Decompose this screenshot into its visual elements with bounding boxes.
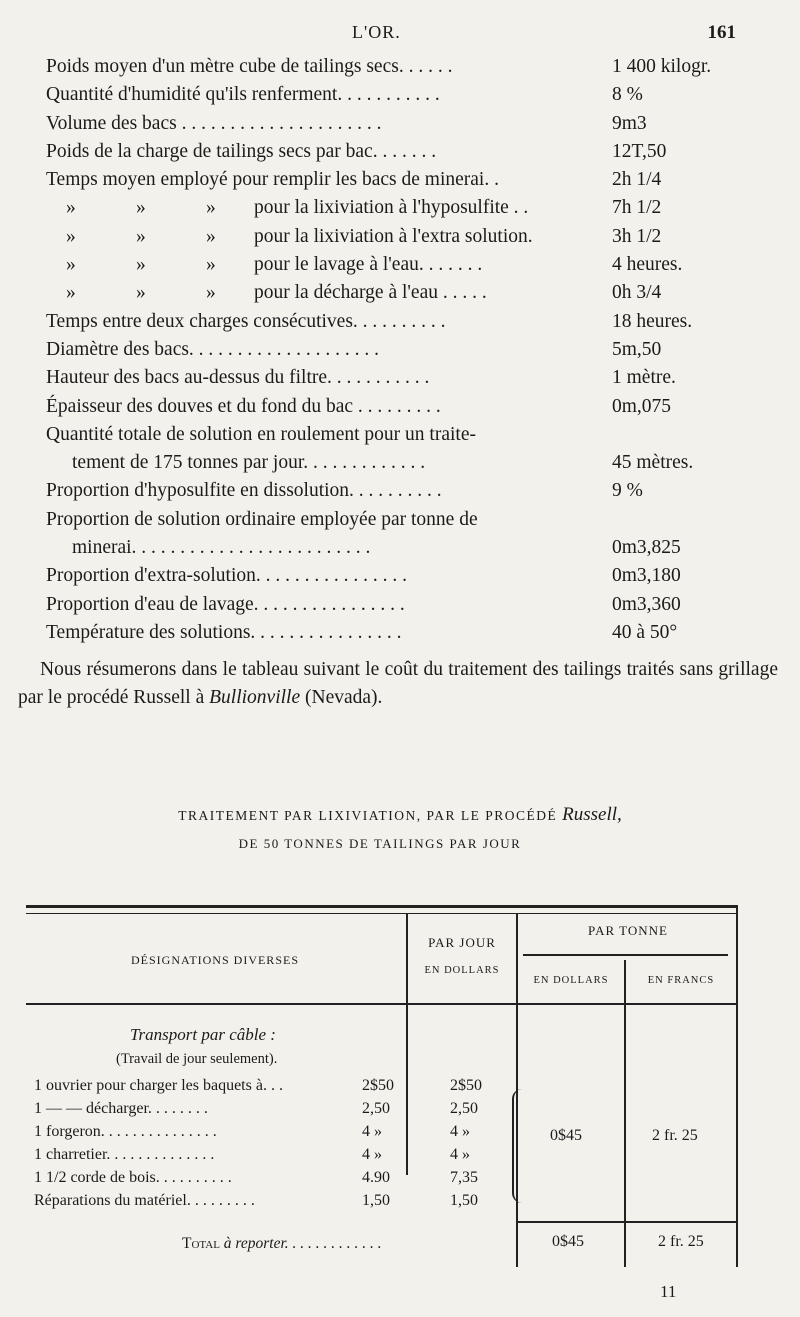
- spec-value: 0h 3/4: [612, 282, 662, 304]
- spec-label: minerai. . . . . . . . . . . . . . . . . . . . . . . . .: [72, 537, 371, 559]
- spec-row: [46, 565, 716, 593]
- header-designations: DÉSIGNATIONS DIVERSES: [130, 953, 299, 967]
- paragraph-text: Nous résumerons dans le tableau suivant le coût du traitement des tailings traités sans grillage par le procédé Russell à: [18, 659, 778, 708]
- ditto-mark: »: [206, 225, 216, 247]
- ditto-mark: »: [136, 282, 146, 304]
- col-rule-1: [406, 913, 408, 1175]
- spec-value: 0m,075: [612, 395, 672, 417]
- spec-label: Temps entre deux charges consécutives. . . . . . . . . .: [46, 310, 446, 332]
- spec-label: Quantité totale de solution en roulement pour un traite-: [46, 423, 476, 445]
- spec-row: [46, 141, 716, 169]
- row-per-day: 4 »: [450, 1123, 470, 1140]
- header-par-jour-dollars: EN DOLLARS: [424, 965, 500, 976]
- header-par-tonne-dollars: EN DOLLARS: [533, 975, 609, 986]
- table-title-prefix: TRAITEMENT PAR LIXIVIATION, PAR LE PROCÉDÉ: [178, 808, 558, 823]
- spec-value: 40 à 50°: [612, 621, 678, 643]
- spec-row: [46, 424, 716, 452]
- total-per-ton-francs: 2 fr. 25: [658, 1233, 704, 1250]
- ditto-mark: »: [66, 225, 76, 247]
- col-rule-3: [624, 960, 626, 1267]
- spec-value: 5m,50: [612, 338, 662, 360]
- spec-row: [46, 622, 716, 650]
- spec-row: [46, 226, 716, 254]
- section-note: (Travail de jour seulement).: [116, 1051, 278, 1067]
- header-rule: [26, 1003, 738, 1005]
- spec-value: 0m3,180: [612, 565, 681, 587]
- row-rate: 4.90: [362, 1169, 390, 1186]
- par-tonne-rule: [523, 954, 728, 956]
- spec-row: [46, 56, 716, 84]
- ditto-mark: »: [66, 254, 76, 276]
- total-per-ton-dollars: 0$45: [552, 1233, 584, 1250]
- spec-row: [46, 452, 716, 480]
- spec-label: pour le lavage à l'eau. . . . . . .: [254, 254, 483, 276]
- spec-row: [46, 367, 716, 395]
- spec-row: [46, 537, 716, 565]
- spec-row: [46, 282, 716, 310]
- row-rate: 1,50: [362, 1192, 390, 1209]
- spec-row: [46, 594, 716, 622]
- row-label: 1 forgeron. . . . . . . . . . . . . . .: [34, 1123, 217, 1140]
- spec-value: 8 %: [612, 84, 643, 106]
- cost-table: [26, 905, 738, 1267]
- page-number: 161: [707, 22, 736, 43]
- total-label-suffix: à reporter. . . . . . . . . . . . .: [223, 1235, 382, 1252]
- signature-mark: 11: [660, 1282, 677, 1301]
- spec-label: Proportion d'eau de lavage. . . . . . . . . . . . . . . .: [46, 593, 405, 615]
- total-label: [182, 1235, 382, 1253]
- row-label: 1 ouvrier pour charger les baquets à. . .: [34, 1077, 283, 1094]
- spec-row: [46, 169, 716, 197]
- spec-value: 2h 1/4: [612, 169, 662, 191]
- spec-label: Hauteur des bacs au-dessus du filtre. . . . . . . . . . .: [46, 367, 430, 389]
- row-rate: 2,50: [362, 1100, 390, 1117]
- spec-value: 7h 1/2: [612, 197, 662, 219]
- spec-row: [46, 396, 716, 424]
- col-rule-right: [736, 905, 738, 1267]
- ditto-mark: »: [66, 197, 76, 219]
- group-per-ton-dollars: 0$45: [550, 1127, 582, 1144]
- ditto-mark: »: [66, 282, 76, 304]
- spec-row: [46, 113, 716, 141]
- group-per-ton-francs: 2 fr. 25: [652, 1127, 698, 1144]
- spec-value: 9 %: [612, 480, 643, 502]
- header-par-tonne-francs: EN FRANCS: [647, 975, 715, 986]
- spec-label: Température des solutions. . . . . . . . . . . . . . . .: [46, 621, 402, 643]
- spec-value: 1 400 kilogr.: [612, 56, 712, 77]
- spec-value: 12T,50: [612, 140, 667, 162]
- spec-label: Quantité d'humidité qu'ils renferment. . . . . . . . . . .: [46, 84, 440, 106]
- spec-row: [46, 339, 716, 367]
- spec-label: pour la lixiviation à l'hyposulfite . .: [254, 197, 529, 219]
- spec-value: 45 mètres.: [612, 452, 694, 474]
- row-per-day: 7,35: [450, 1169, 478, 1186]
- spec-row: [46, 311, 716, 339]
- spec-value: 1 mètre.: [612, 367, 676, 389]
- running-title: L'OR.: [352, 22, 401, 42]
- row-label: 1 — — décharger. . . . . . . .: [34, 1100, 208, 1117]
- spec-label: Proportion de solution ordinaire employée par tonne de: [46, 508, 478, 530]
- paragraph-end: (Nevada).: [305, 687, 383, 708]
- ditto-mark: »: [206, 254, 216, 276]
- spec-label: Diamètre des bacs. . . . . . . . . . . . . . . . . . . .: [46, 338, 380, 360]
- spec-row: [46, 254, 716, 282]
- spec-label: Proportion d'extra-solution. . . . . . . . . . . . . . . .: [46, 565, 407, 587]
- header-par-jour: PAR JOUR: [428, 935, 496, 950]
- total-rule: [518, 1221, 738, 1223]
- spec-label: Temps moyen employé pour remplir les bacs de minerai. .: [46, 169, 499, 191]
- row-label: Réparations du matériel. . . . . . . . .: [34, 1192, 255, 1209]
- grouping-brace: [512, 1089, 528, 1203]
- page-header: [0, 22, 800, 46]
- spec-label: tement de 175 tonnes par jour. . . . . . . . . . . . .: [72, 452, 426, 474]
- spec-label: pour la lixiviation à l'extra solution.: [254, 225, 533, 247]
- spec-label: Épaisseur des douves et du fond du bac . . . . . . . . .: [46, 395, 441, 417]
- table-title-name: Russell,: [562, 804, 622, 825]
- spec-value: 0m3,360: [612, 593, 681, 615]
- ditto-mark: »: [206, 282, 216, 304]
- row-per-day: 2,50: [450, 1100, 478, 1117]
- row-label: 1 1/2 corde de bois. . . . . . . . . .: [34, 1169, 232, 1186]
- spec-value: 4 heures.: [612, 254, 683, 276]
- table-subtitle: DE 50 TONNES DE TAILINGS PAR JOUR: [238, 836, 522, 851]
- row-rate: 4 »: [362, 1146, 382, 1163]
- row-label: 1 charretier. . . . . . . . . . . . . .: [34, 1146, 215, 1163]
- total-label-prefix: Total: [182, 1235, 220, 1252]
- spec-row: [46, 509, 716, 537]
- spec-label: Volume des bacs . . . . . . . . . . . . . . . . . . . . .: [46, 112, 382, 134]
- spec-row: [46, 84, 716, 112]
- table-title: [0, 804, 800, 826]
- spec-label: Poids de la charge de tailings secs par bac. . . . . . .: [46, 140, 437, 162]
- row-per-day: 2$50: [450, 1077, 482, 1094]
- spec-value: 0m3,825: [612, 537, 681, 559]
- ditto-mark: »: [136, 197, 146, 219]
- spec-label: pour la décharge à l'eau . . . . .: [254, 282, 487, 304]
- ditto-mark: »: [136, 254, 146, 276]
- row-rate: 2$50: [362, 1077, 394, 1094]
- row-rate: 4 »: [362, 1123, 382, 1140]
- spec-row: [46, 480, 716, 508]
- intro-paragraph: [18, 656, 778, 712]
- spec-value: 18 heures.: [612, 310, 693, 332]
- spec-label: Proportion d'hyposulfite en dissolution. . . . . . . . . .: [46, 480, 442, 502]
- table-top-rule-thin: [26, 913, 738, 914]
- header-par-tonne: PAR TONNE: [588, 923, 668, 938]
- specification-list: [46, 56, 716, 650]
- spec-value: 9m3: [612, 112, 647, 134]
- ditto-mark: »: [206, 197, 216, 219]
- spec-label: Poids moyen d'un mètre cube de tailings secs. . . . . .: [46, 56, 453, 77]
- spec-row: [46, 197, 716, 225]
- table-top-rule: [26, 905, 738, 908]
- row-per-day: 1,50: [450, 1192, 478, 1209]
- row-per-day: 4 »: [450, 1146, 470, 1163]
- place-name: Bullionville: [209, 687, 301, 708]
- spec-value: 3h 1/2: [612, 225, 662, 247]
- section-title: Transport par câble :: [130, 1025, 276, 1044]
- ditto-mark: »: [136, 225, 146, 247]
